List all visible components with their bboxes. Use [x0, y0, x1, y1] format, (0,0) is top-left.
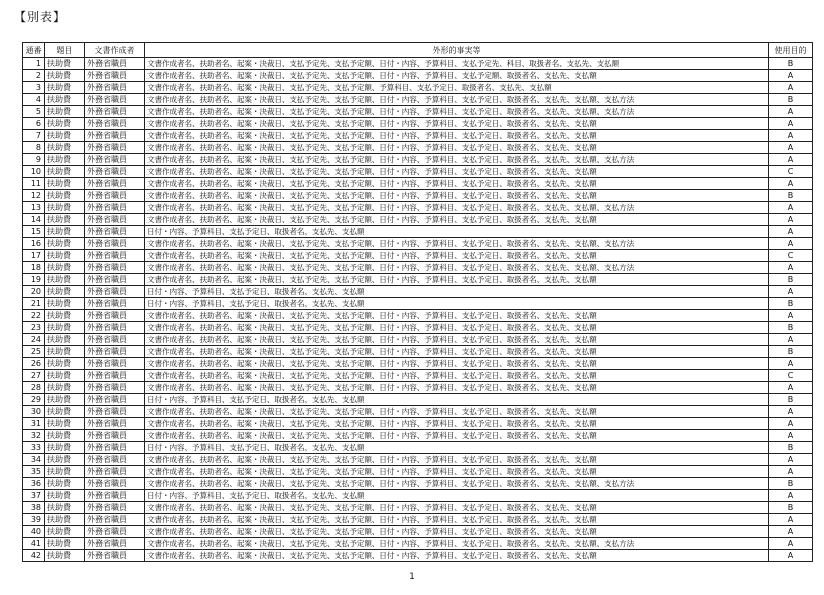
cell-purpose: A: [769, 178, 813, 190]
cell-items: 日付・内容、予算科目、支払予定日、取扱者名、支払先、支払額: [145, 442, 769, 454]
cell-subject: 扶助費: [45, 154, 85, 166]
cell-purpose: B: [769, 502, 813, 514]
cell-num: 36: [23, 478, 45, 490]
cell-num: 21: [23, 298, 45, 310]
cell-items: 日付・内容、予算科目、支払予定日、取扱者名、支払先、支払額: [145, 226, 769, 238]
cell-num: 16: [23, 238, 45, 250]
cell-purpose: A: [769, 526, 813, 538]
cell-author: 外務省職員: [85, 94, 145, 106]
header-subject: 題目: [45, 43, 85, 58]
cell-author: 外務省職員: [85, 250, 145, 262]
header-purpose: 使用目的: [769, 43, 813, 58]
cell-subject: 扶助費: [45, 262, 85, 274]
cell-purpose: A: [769, 514, 813, 526]
cell-purpose: A: [769, 406, 813, 418]
cell-author: 外務省職員: [85, 214, 145, 226]
cell-items: 文書作成者名、扶助者名、起案・決裁日、支払予定先、支払予定額、日付・内容、予算科目、支払予定日、取扱者名、支払先、支払額: [145, 358, 769, 370]
cell-subject: 扶助費: [45, 94, 85, 106]
cell-items: 文書作成者名、扶助者名、起案・決裁日、支払予定先、支払予定額、日付・内容、予算科目、支払予定日、取扱者名、支払先、支払額: [145, 322, 769, 334]
cell-items: 文書作成者名、扶助者名、起案・決裁日、支払予定先、支払予定額、日付・内容、予算科目、支払予定日、取扱者名、支払先、支払額、支払方法: [145, 154, 769, 166]
cell-purpose: A: [769, 334, 813, 346]
cell-subject: 扶助費: [45, 514, 85, 526]
cell-items: 文書作成者名、扶助者名、起案・決裁日、支払予定先、支払予定額、日付・内容、予算科目、支払予定額、取扱者名、支払先、支払額: [145, 70, 769, 82]
cell-purpose: B: [769, 322, 813, 334]
cell-purpose: B: [769, 94, 813, 106]
cell-num: 13: [23, 202, 45, 214]
cell-author: 外務省職員: [85, 154, 145, 166]
cell-num: 4: [23, 94, 45, 106]
cell-author: 外務省職員: [85, 418, 145, 430]
cell-purpose: A: [769, 202, 813, 214]
cell-purpose: A: [769, 454, 813, 466]
cell-items: 文書作成者名、扶助者名、起案・決裁日、支払予定先、支払予定額、日付・内容、予算科目、支払予定日、取扱者名、支払先、支払額: [145, 418, 769, 430]
cell-items: 文書作成者名、扶助者名、起案・決裁日、支払予定先、支払予定額、日付・内容、予算科目、支払予定日、取扱者名、支払先、支払額: [145, 214, 769, 226]
cell-num: 42: [23, 550, 45, 562]
cell-author: 外務省職員: [85, 166, 145, 178]
cell-items: 文書作成者名、扶助者名、起案・決裁日、支払予定先、支払予定額、日付・内容、予算科目、支払予定日、取扱者名、支払先、支払額、支払方法: [145, 106, 769, 118]
cell-items: 文書作成者名、扶助者名、起案・決裁日、支払予定先、支払予定額、日付・内容、予算科目、支払予定日、取扱者名、支払先、支払額: [145, 550, 769, 562]
table-row: [23, 514, 813, 526]
cell-num: 40: [23, 526, 45, 538]
cell-num: 39: [23, 514, 45, 526]
cell-num: 5: [23, 106, 45, 118]
cell-items: 文書作成者名、扶助者名、起案・決裁日、支払予定先、支払予定額、日付・内容、予算科目、支払予定日、取扱者名、支払先、支払額: [145, 166, 769, 178]
cell-purpose: A: [769, 382, 813, 394]
cell-author: 外務省職員: [85, 442, 145, 454]
cell-purpose: A: [769, 238, 813, 250]
cell-subject: 扶助費: [45, 130, 85, 142]
cell-subject: 扶助費: [45, 106, 85, 118]
cell-items: 文書作成者名、扶助者名、起案・決裁日、支払予定先、支払予定額、日付・内容、予算科目、支払予定日、取扱者名、支払先、支払額: [145, 454, 769, 466]
table-row: [23, 178, 813, 190]
cell-author: 外務省職員: [85, 514, 145, 526]
cell-num: 27: [23, 370, 45, 382]
cell-subject: 扶助費: [45, 454, 85, 466]
cell-items: 日付・内容、予算科目、支払予定日、取扱者名、支払先、支払額: [145, 298, 769, 310]
cell-items: 文書作成者名、扶助者名、起案・決裁日、支払予定先、支払予定額、日付・内容、予算科目、支払予定日、取扱者名、支払先、支払額: [145, 382, 769, 394]
cell-subject: 扶助費: [45, 190, 85, 202]
cell-author: 外務省職員: [85, 298, 145, 310]
header-items: 外形的事実等: [145, 43, 769, 58]
cell-author: 外務省職員: [85, 286, 145, 298]
cell-items: 文書作成者名、扶助者名、起案・決裁日、支払予定先、支払予定額、日付・内容、予算科目、支払予定日、取扱者名、支払先、支払額: [145, 502, 769, 514]
table-row: [23, 118, 813, 130]
cell-author: 外務省職員: [85, 358, 145, 370]
cell-purpose: A: [769, 70, 813, 82]
table-row: [23, 298, 813, 310]
cell-items: 文書作成者名、扶助者名、起案・決裁日、支払予定先、支払予定額、日付・内容、予算科目、支払予定日、取扱者名、支払先、支払額: [145, 250, 769, 262]
cell-author: 外務省職員: [85, 346, 145, 358]
cell-subject: 扶助費: [45, 394, 85, 406]
cell-purpose: A: [769, 550, 813, 562]
cell-purpose: A: [769, 490, 813, 502]
table-row: [23, 202, 813, 214]
cell-purpose: A: [769, 310, 813, 322]
table-row: [23, 370, 813, 382]
cell-items: 文書作成者名、扶助者名、起案・決裁日、支払予定先、支払予定額、日付・内容、予算科目、支払予定日、取扱者名、支払先、支払額: [145, 406, 769, 418]
table-row: [23, 190, 813, 202]
cell-items: 文書作成者名、扶助者名、起案・決裁日、支払予定先、支払予定額、日付・内容、予算科目、支払予定日、取扱者名、支払先、支払額: [145, 118, 769, 130]
cell-author: 外務省職員: [85, 394, 145, 406]
cell-author: 外務省職員: [85, 478, 145, 490]
cell-purpose: B: [769, 442, 813, 454]
table-row: [23, 142, 813, 154]
cell-subject: 扶助費: [45, 430, 85, 442]
table-row: [23, 502, 813, 514]
cell-items: 文書作成者名、扶助者名、起案・決裁日、支払予定先、支払予定額、日付・内容、予算科目、支払予定日、取扱者名、支払先、支払額: [145, 466, 769, 478]
cell-purpose: B: [769, 58, 813, 70]
cell-purpose: A: [769, 262, 813, 274]
cell-items: 文書作成者名、扶助者名、起案・決裁日、支払予定先、支払予定額、日付・内容、予算科目、支払予定日、取扱者名、支払先、支払額、支払方法: [145, 262, 769, 274]
cell-num: 18: [23, 262, 45, 274]
cell-items: 日付・内容、予算科目、支払予定日、取扱者名、支払先、支払額: [145, 490, 769, 502]
table-row: [23, 262, 813, 274]
cell-subject: 扶助費: [45, 118, 85, 130]
cell-num: 15: [23, 226, 45, 238]
table-row: [23, 358, 813, 370]
cell-subject: 扶助費: [45, 238, 85, 250]
cell-num: 12: [23, 190, 45, 202]
cell-subject: 扶助費: [45, 418, 85, 430]
cell-author: 外務省職員: [85, 382, 145, 394]
cell-author: 外務省職員: [85, 502, 145, 514]
cell-num: 37: [23, 490, 45, 502]
cell-items: 文書作成者名、扶助者名、起案・決裁日、支払予定先、支払予定額、日付・内容、予算科目、支払予定日、取扱者名、支払先、支払額: [145, 310, 769, 322]
cell-subject: 扶助費: [45, 526, 85, 538]
table-row: [23, 382, 813, 394]
cell-subject: 扶助費: [45, 538, 85, 550]
cell-purpose: B: [769, 298, 813, 310]
cell-items: 文書作成者名、扶助者名、起案・決裁日、支払予定先、支払予定額、日付・内容、予算科目、支払予定日、取扱者名、支払先、支払額: [145, 370, 769, 382]
attached-table-container: [22, 42, 812, 568]
cell-author: 外務省職員: [85, 118, 145, 130]
table-row: [23, 106, 813, 118]
cell-author: 外務省職員: [85, 490, 145, 502]
cell-author: 外務省職員: [85, 550, 145, 562]
cell-subject: 扶助費: [45, 226, 85, 238]
cell-subject: 扶助費: [45, 382, 85, 394]
cell-items: 文書作成者名、扶助者名、起案・決裁日、支払予定先、支払予定額、日付・内容、予算科目、支払予定日、取扱者名、支払先、支払額: [145, 142, 769, 154]
table-row: [23, 526, 813, 538]
cell-purpose: A: [769, 538, 813, 550]
cell-purpose: A: [769, 214, 813, 226]
cell-purpose: B: [769, 346, 813, 358]
cell-author: 外務省職員: [85, 82, 145, 94]
cell-purpose: A: [769, 430, 813, 442]
cell-author: 外務省職員: [85, 226, 145, 238]
cell-purpose: A: [769, 130, 813, 142]
cell-subject: 扶助費: [45, 346, 85, 358]
cell-author: 外務省職員: [85, 406, 145, 418]
cell-items: 文書作成者名、扶助者名、起案・決裁日、支払予定先、支払予定額、日付・内容、予算科目、支払予定日、取扱者名、支払先、支払額、支払方法: [145, 478, 769, 490]
cell-num: 24: [23, 334, 45, 346]
cell-purpose: A: [769, 154, 813, 166]
table-row: [23, 334, 813, 346]
cell-items: 文書作成者名、扶助者名、起案・決裁日、支払予定先、支払予定額、日付・内容、予算科目、支払予定日、取扱者名、支払先、支払額: [145, 190, 769, 202]
cell-items: 文書作成者名、扶助者名、起案・決裁日、支払予定先、支払予定額、日付・内容、予算科目、支払予定日、取扱者名、支払先、支払額: [145, 334, 769, 346]
table-row: [23, 418, 813, 430]
cell-author: 外務省職員: [85, 466, 145, 478]
cell-author: 外務省職員: [85, 178, 145, 190]
cell-num: 9: [23, 154, 45, 166]
cell-items: 文書作成者名、扶助者名、起案・決裁日、支払予定先、支払予定額、日付・内容、予算科目、支払予定日、取扱者名、支払先、支払額: [145, 526, 769, 538]
cell-num: 20: [23, 286, 45, 298]
table-row: [23, 394, 813, 406]
cell-subject: 扶助費: [45, 58, 85, 70]
cell-author: 外務省職員: [85, 370, 145, 382]
cell-subject: 扶助費: [45, 178, 85, 190]
cell-items: 文書作成者名、扶助者名、起案・決裁日、支払予定先、支払予定額、日付・内容、予算科目、支払予定日、取扱者名、支払先、支払額、支払方法: [145, 94, 769, 106]
table-row: [23, 226, 813, 238]
cell-items: 文書作成者名、扶助者名、起案・決裁日、支払予定先、支払予定額、日付・内容、予算科目、支払予定日、取扱者名、支払先、支払額: [145, 514, 769, 526]
cell-num: 17: [23, 250, 45, 262]
cell-purpose: B: [769, 478, 813, 490]
cell-num: 2: [23, 70, 45, 82]
cell-num: 30: [23, 406, 45, 418]
table-row: [23, 550, 813, 562]
cell-items: 文書作成者名、扶助者名、起案・決裁日、支払予定先、支払予定額、日付・内容、予算科目、支払予定日、取扱者名、支払先、支払額、支払方法: [145, 538, 769, 550]
cell-author: 外務省職員: [85, 190, 145, 202]
table-row: [23, 94, 813, 106]
table-row: [23, 322, 813, 334]
table-row: [23, 130, 813, 142]
cell-subject: 扶助費: [45, 286, 85, 298]
cell-subject: 扶助費: [45, 250, 85, 262]
cell-num: 11: [23, 178, 45, 190]
cell-author: 外務省職員: [85, 334, 145, 346]
cell-subject: 扶助費: [45, 70, 85, 82]
table-row: [23, 454, 813, 466]
table-row: [23, 490, 813, 502]
cell-author: 外務省職員: [85, 538, 145, 550]
cell-items: 文書作成者名、扶助者名、起案・決裁日、支払予定先、支払予定額、日付・内容、予算科目、支払予定日、取扱者名、支払先、支払額: [145, 178, 769, 190]
cell-purpose: A: [769, 226, 813, 238]
cell-purpose: A: [769, 82, 813, 94]
cell-num: 14: [23, 214, 45, 226]
table-row: [23, 286, 813, 298]
cell-items: 日付・内容、予算科目、支払予定日、取扱者名、支払先、支払額: [145, 394, 769, 406]
table-row: [23, 154, 813, 166]
cell-purpose: B: [769, 190, 813, 202]
cell-num: 6: [23, 118, 45, 130]
cell-subject: 扶助費: [45, 406, 85, 418]
cell-items: 文書作成者名、扶助者名、起案・決裁日、支払予定先、支払予定額、日付・内容、予算科目、支払予定日、取扱者名、支払先、支払額: [145, 274, 769, 286]
cell-purpose: A: [769, 118, 813, 130]
cell-num: 35: [23, 466, 45, 478]
table-row: [23, 58, 813, 70]
cell-num: 38: [23, 502, 45, 514]
cell-num: 25: [23, 346, 45, 358]
cell-num: 28: [23, 382, 45, 394]
cell-purpose: A: [769, 286, 813, 298]
cell-author: 外務省職員: [85, 274, 145, 286]
cell-purpose: C: [769, 166, 813, 178]
table-row: [23, 70, 813, 82]
cell-subject: 扶助費: [45, 358, 85, 370]
table-row: [23, 478, 813, 490]
cell-subject: 扶助費: [45, 142, 85, 154]
cell-purpose: A: [769, 106, 813, 118]
cell-subject: 扶助費: [45, 322, 85, 334]
table-row: [23, 442, 813, 454]
cell-subject: 扶助費: [45, 310, 85, 322]
cell-num: 7: [23, 130, 45, 142]
cell-author: 外務省職員: [85, 202, 145, 214]
table-row: [23, 406, 813, 418]
cell-subject: 扶助費: [45, 214, 85, 226]
cell-items: 文書作成者名、扶助者名、起案・決裁日、支払予定先、支払予定額、日付・内容、予算科目、支払予定日、取扱者名、支払先、支払額: [145, 130, 769, 142]
cell-author: 外務省職員: [85, 430, 145, 442]
table-row: [23, 214, 813, 226]
cell-subject: 扶助費: [45, 202, 85, 214]
cell-items: 文書作成者名、扶助者名、起案・決裁日、支払予定先、支払予定額、日付・内容、予算科目、支払予定日、取扱者名、支払先、支払額、支払方法: [145, 202, 769, 214]
table-row: [23, 274, 813, 286]
table-body: [23, 58, 813, 562]
cell-author: 外務省職員: [85, 142, 145, 154]
cell-subject: 扶助費: [45, 166, 85, 178]
cell-author: 外務省職員: [85, 130, 145, 142]
cell-subject: 扶助費: [45, 370, 85, 382]
cell-author: 外務省職員: [85, 70, 145, 82]
cell-num: 33: [23, 442, 45, 454]
table-row: [23, 82, 813, 94]
cell-purpose: A: [769, 418, 813, 430]
cell-num: 32: [23, 430, 45, 442]
table-row: [23, 538, 813, 550]
table-row: [23, 466, 813, 478]
table-header-row: [23, 43, 813, 58]
cell-items: 文書作成者名、扶助者名、起案・決裁日、支払予定先、支払予定額、日付・内容、予算科目、支払予定日、取扱者名、支払先、支払額: [145, 430, 769, 442]
table-row: [23, 166, 813, 178]
header-num: 通番: [23, 43, 45, 58]
cell-num: 23: [23, 322, 45, 334]
cell-num: 22: [23, 310, 45, 322]
cell-num: 26: [23, 358, 45, 370]
cell-subject: 扶助費: [45, 442, 85, 454]
cell-num: 3: [23, 82, 45, 94]
cell-author: 外務省職員: [85, 238, 145, 250]
cell-author: 外務省職員: [85, 310, 145, 322]
cell-num: 1: [23, 58, 45, 70]
cell-subject: 扶助費: [45, 82, 85, 94]
header-author: 文書作成者: [85, 43, 145, 58]
cell-num: 34: [23, 454, 45, 466]
cell-author: 外務省職員: [85, 526, 145, 538]
cell-purpose: C: [769, 370, 813, 382]
cell-author: 外務省職員: [85, 106, 145, 118]
cell-items: 文書作成者名、扶助者名、起案・決裁日、支払予定先、支払予定額、予算科目、支払予定日、取扱者名、支払先、支払額: [145, 82, 769, 94]
cell-items: 日付・内容、予算科目、支払予定日、取扱者名、支払先、支払額: [145, 286, 769, 298]
cell-num: 19: [23, 274, 45, 286]
cell-author: 外務省職員: [85, 454, 145, 466]
cell-items: 文書作成者名、扶助者名、起案・決裁日、支払予定先、支払予定額、日付・内容、予算科目、支払予定日、取扱者名、支払先、支払額、支払方法: [145, 238, 769, 250]
cell-num: 41: [23, 538, 45, 550]
page-number: 1: [409, 572, 415, 582]
cell-num: 29: [23, 394, 45, 406]
cell-subject: 扶助費: [45, 274, 85, 286]
cell-subject: 扶助費: [45, 490, 85, 502]
table-row: [23, 238, 813, 250]
cell-subject: 扶助費: [45, 478, 85, 490]
cell-items: 文書作成者名、扶助者名、起案・決裁日、支払予定先、支払予定額、日付・内容、予算科目、支払予定先、科目、取扱者名、支払先、支払額: [145, 58, 769, 70]
cell-subject: 扶助費: [45, 466, 85, 478]
table-row: [23, 310, 813, 322]
cell-author: 外務省職員: [85, 58, 145, 70]
cell-purpose: A: [769, 466, 813, 478]
cell-subject: 扶助費: [45, 298, 85, 310]
cell-subject: 扶助費: [45, 502, 85, 514]
attached-table: [22, 42, 813, 562]
document-label: 【別表】: [14, 10, 67, 24]
cell-num: 31: [23, 418, 45, 430]
cell-author: 外務省職員: [85, 322, 145, 334]
cell-num: 10: [23, 166, 45, 178]
table-row: [23, 346, 813, 358]
cell-author: 外務省職員: [85, 262, 145, 274]
cell-subject: 扶助費: [45, 334, 85, 346]
table-row: [23, 430, 813, 442]
cell-purpose: C: [769, 250, 813, 262]
cell-subject: 扶助費: [45, 550, 85, 562]
cell-purpose: B: [769, 274, 813, 286]
cell-items: 文書作成者名、扶助者名、起案・決裁日、支払予定先、支払予定額、日付・内容、予算科目、支払予定日、取扱者名、支払先、支払額: [145, 346, 769, 358]
cell-purpose: A: [769, 142, 813, 154]
cell-num: 8: [23, 142, 45, 154]
table-row: [23, 250, 813, 262]
cell-purpose: A: [769, 358, 813, 370]
cell-purpose: B: [769, 394, 813, 406]
